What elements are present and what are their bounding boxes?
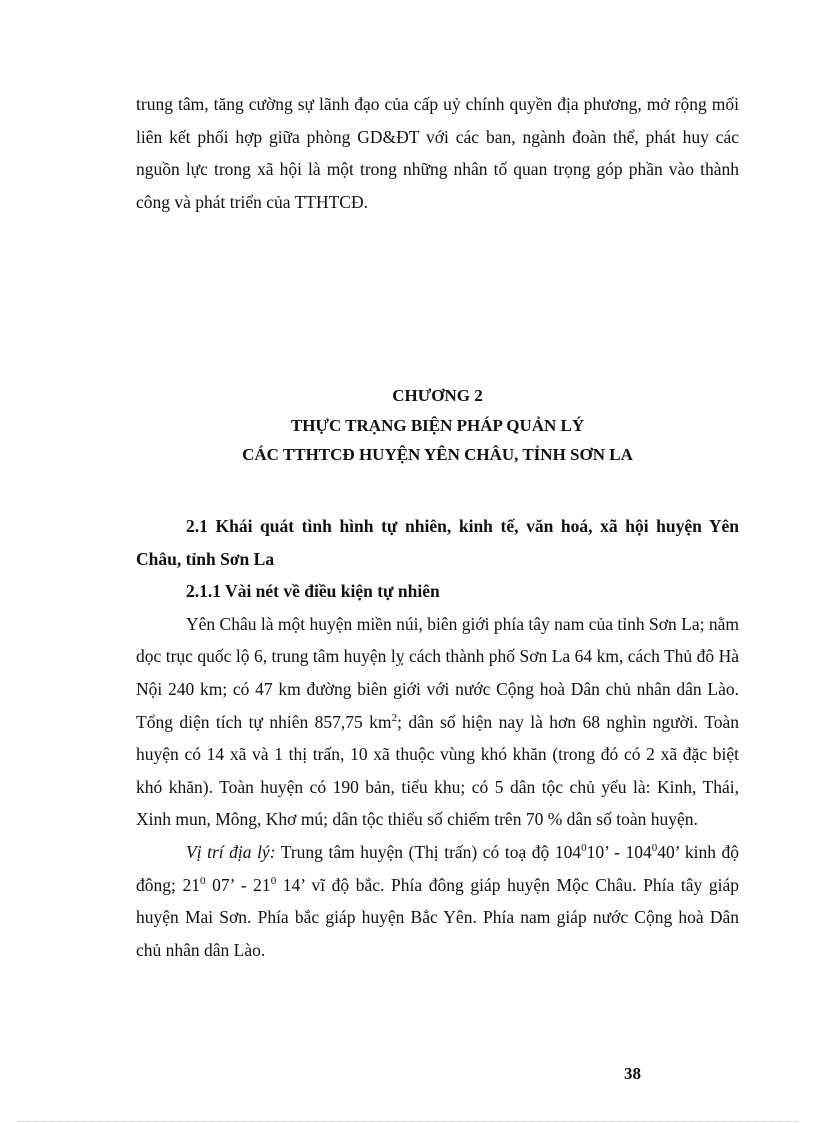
location-text-4: 07’ - 21 bbox=[205, 874, 271, 895]
chapter-title-line-2: CÁC TTHTCĐ HUYỆN YÊN CHÂU, TỈNH SƠN LA bbox=[242, 445, 633, 464]
section-heading-2-1-1: 2.1.1 Vài nét về điều kiện tự nhiên bbox=[186, 581, 440, 602]
location-text-3: 40’ kinh độ đông; 21 bbox=[136, 841, 740, 895]
natural-text-part-1: Yên Châu là một huyện miền núi, biên giới phía tây nam của tỉnh Sơn La; nằm dọc trục quốc lộ 6, trung tâm huyện lỵ cách thành phố Sơn La 64 km, cách Thủ đô Hà Nội 240 km; có 47 km đường biên giới với nước Cộng hoà Dân chủ nhân dân Lào. Tổng diện tích tự nhiên 857,75 km bbox=[136, 613, 739, 732]
location-label: Vị trí địa lý: bbox=[186, 841, 276, 862]
chapter-title-line-1: THỰC TRẠNG BIỆN PHÁP QUẢN LÝ bbox=[290, 415, 585, 435]
chapter-number: CHƯƠNG 2 bbox=[392, 386, 483, 405]
natural-conditions-paragraph bbox=[136, 608, 739, 836]
intro-paragraph: trung tâm, tăng cường sự lãnh đạo của cấp uỷ chính quyền địa phương, mở rộng mối liên kết phối hợp giữa phòng GD&ĐT với các ban, ngành đoàn thể, phát huy các nguồn lực trong xã hội là một trong những nhân tố quan trọng góp phần vào thành công và phát triển của TTHTCĐ. bbox=[136, 94, 739, 212]
degree-superscript-1: 0 bbox=[581, 842, 587, 855]
location-text-5: 14’ vĩ độ bắc. Phía đông giáp huyện Mộc Châu. Phía tây giáp huyện Mai Sơn. Phía bắc giáp huyện Bắc Yên. Phía nam giáp nước Cộng hoà Dân chủ nhân dân Lào. bbox=[136, 874, 739, 960]
location-text-1: Trung tâm huyện (Thị trấn) có toạ độ 104 bbox=[275, 841, 582, 862]
natural-text-part-2: ; dân số hiện nay là hơn 68 nghìn người. Toàn huyện có 14 xã và 1 thị trấn, 10 xã thuộc vùng khó khăn (trong đó có 2 xã đặc biệt khó khăn). Toàn huyện có 190 bản, tiểu khu; có 5 dân tộc chủ yếu là: Kinh, Thái, Xinh mun, Mông, Khơ mú; dân tộc thiểu số chiếm trên 70 % dân số toàn huyện. bbox=[136, 711, 739, 830]
degree-superscript-2: 0 bbox=[651, 842, 658, 855]
page-number: 38 bbox=[624, 1064, 641, 1083]
degree-superscript-4: 0 bbox=[270, 874, 277, 887]
area-unit-superscript: 2 bbox=[391, 711, 398, 724]
degree-superscript-3: 0 bbox=[199, 874, 206, 887]
chapter-heading bbox=[136, 381, 739, 470]
page-bottom-divider bbox=[18, 1121, 798, 1122]
section-heading-2-1: 2.1 Khái quát tình hình tự nhiên, kinh tế, văn hoá, xã hội huyện Yên Châu, tỉnh Sơn La bbox=[136, 516, 739, 569]
location-paragraph bbox=[136, 836, 739, 966]
location-text-2: 10’ - 104 bbox=[586, 841, 652, 862]
chapter-body bbox=[136, 510, 739, 966]
